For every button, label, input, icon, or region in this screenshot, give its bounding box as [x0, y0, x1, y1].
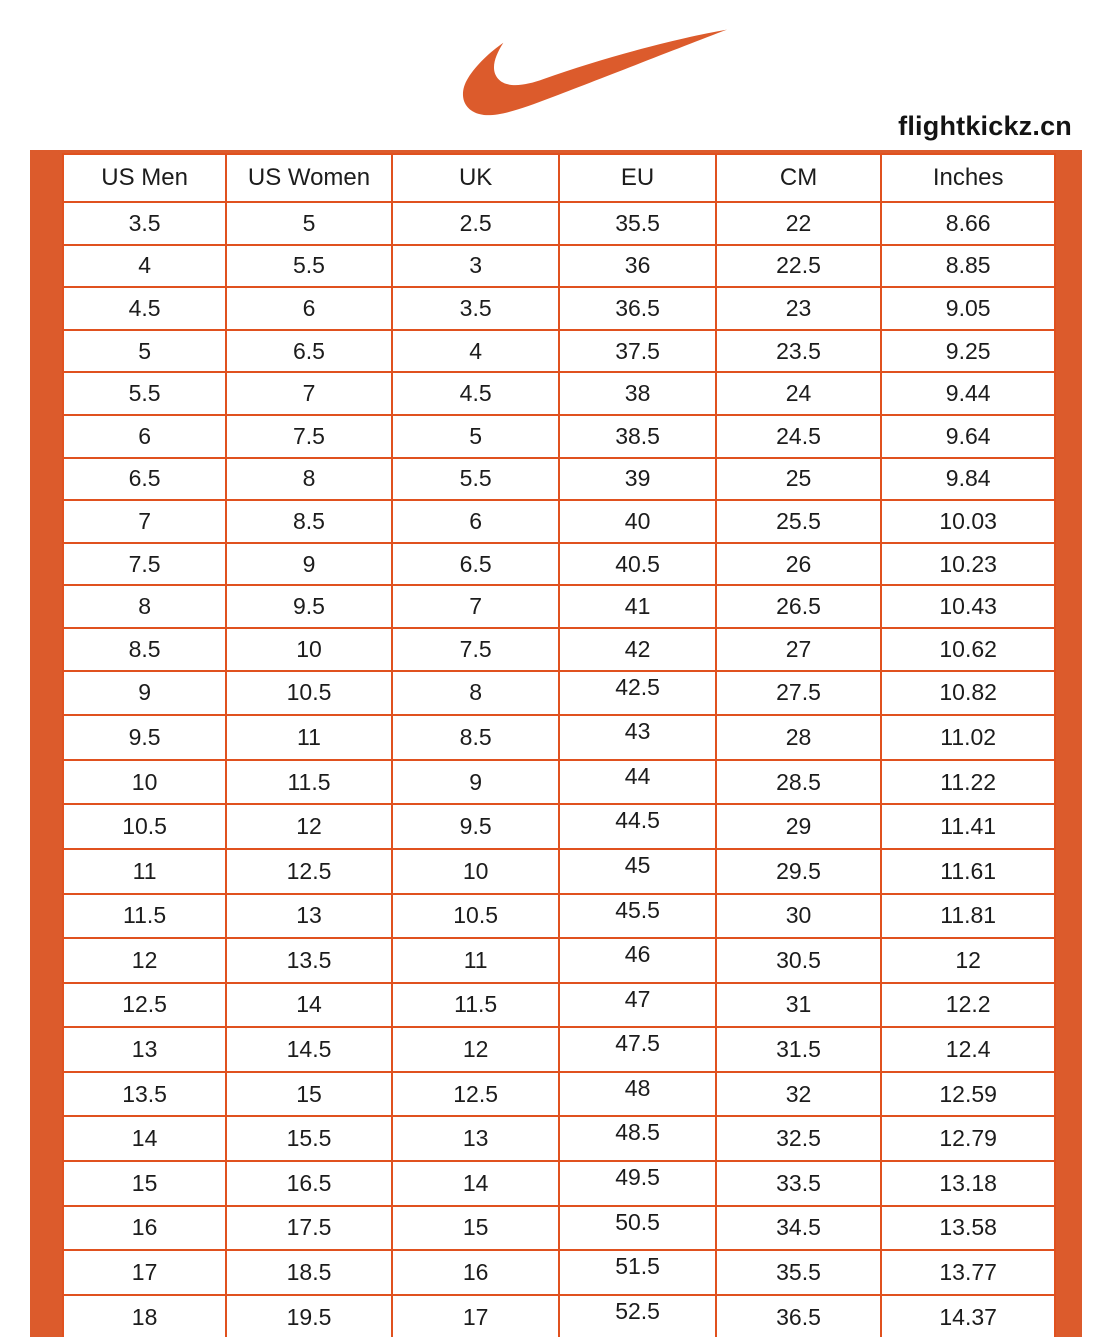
table-cell: 8.5 — [63, 628, 226, 671]
table-cell: 8.85 — [881, 245, 1055, 288]
table-cell: 9.05 — [881, 287, 1055, 330]
table-cell: 23.5 — [716, 330, 882, 373]
table-cell: 17.5 — [226, 1206, 392, 1251]
table-cell: 45 — [559, 849, 715, 894]
table-cell: 48.5 — [559, 1116, 715, 1161]
table-cell: 30.5 — [716, 938, 882, 983]
header-row — [63, 154, 1055, 202]
size-chart-frame — [30, 150, 1082, 1337]
table-cell: 11.41 — [881, 804, 1055, 849]
table-cell: 13.18 — [881, 1161, 1055, 1206]
table-cell: 15 — [226, 1072, 392, 1117]
table-cell: 11.02 — [881, 715, 1055, 760]
table-cell: 13 — [392, 1116, 560, 1161]
table-row — [63, 543, 1055, 586]
table-cell: 6.5 — [63, 458, 226, 501]
table-cell: 15.5 — [226, 1116, 392, 1161]
table-cell: 10.5 — [392, 894, 560, 939]
table-cell: 29 — [716, 804, 882, 849]
table-cell: 25.5 — [716, 500, 882, 543]
table-cell: 8.5 — [226, 500, 392, 543]
table-cell: 40.5 — [559, 543, 715, 586]
table-cell: 24 — [716, 372, 882, 415]
table-cell: 11.61 — [881, 849, 1055, 894]
table-cell: 31 — [716, 983, 882, 1028]
table-cell: 13.5 — [63, 1072, 226, 1117]
table-cell: 3.5 — [392, 287, 560, 330]
table-cell: 7.5 — [226, 415, 392, 458]
column-header: EU — [559, 154, 715, 202]
nike-swoosh-icon — [453, 27, 733, 124]
table-cell: 47.5 — [559, 1027, 715, 1072]
table-cell: 44 — [559, 760, 715, 805]
table-row — [63, 1206, 1055, 1251]
table-row — [63, 983, 1055, 1028]
table-cell: 10.5 — [226, 671, 392, 716]
table-cell: 12.59 — [881, 1072, 1055, 1117]
table-cell: 10.23 — [881, 543, 1055, 586]
table-cell: 6 — [63, 415, 226, 458]
table-cell: 5.5 — [226, 245, 392, 288]
table-cell: 10.03 — [881, 500, 1055, 543]
table-cell: 14.5 — [226, 1027, 392, 1072]
table-cell: 28 — [716, 715, 882, 760]
table-cell: 12 — [226, 804, 392, 849]
column-header: Inches — [881, 154, 1055, 202]
table-row — [63, 938, 1055, 983]
table-cell: 12.5 — [392, 1072, 560, 1117]
table-cell: 8.66 — [881, 202, 1055, 245]
table-cell: 10.5 — [63, 804, 226, 849]
table-cell: 31.5 — [716, 1027, 882, 1072]
table-cell: 35.5 — [716, 1250, 882, 1295]
table-row — [63, 671, 1055, 716]
table-cell: 27.5 — [716, 671, 882, 716]
table-cell: 9.5 — [392, 804, 560, 849]
table-cell: 3.5 — [63, 202, 226, 245]
table-cell: 11.5 — [226, 760, 392, 805]
table-cell: 12 — [392, 1027, 560, 1072]
table-cell: 8 — [226, 458, 392, 501]
table-cell: 48 — [559, 1072, 715, 1117]
table-cell: 4 — [63, 245, 226, 288]
table-cell: 11.22 — [881, 760, 1055, 805]
table-cell: 36.5 — [559, 287, 715, 330]
table-cell: 26.5 — [716, 585, 882, 628]
table-cell: 6.5 — [392, 543, 560, 586]
table-cell: 17 — [392, 1295, 560, 1337]
column-header: US Men — [63, 154, 226, 202]
table-cell: 34.5 — [716, 1206, 882, 1251]
table-cell: 43 — [559, 715, 715, 760]
table-cell: 16 — [63, 1206, 226, 1251]
table-cell: 13.58 — [881, 1206, 1055, 1251]
table-cell: 14.37 — [881, 1295, 1055, 1337]
table-cell: 11 — [63, 849, 226, 894]
table-cell: 11.81 — [881, 894, 1055, 939]
table-row — [63, 849, 1055, 894]
table-cell: 51.5 — [559, 1250, 715, 1295]
table-cell: 6.5 — [226, 330, 392, 373]
table-row — [63, 500, 1055, 543]
table-cell: 4.5 — [392, 372, 560, 415]
table-row — [63, 1250, 1055, 1295]
table-cell: 32.5 — [716, 1116, 882, 1161]
table-cell: 12.5 — [63, 983, 226, 1028]
table-cell: 9.5 — [226, 585, 392, 628]
table-cell: 46 — [559, 938, 715, 983]
table-cell: 6 — [226, 287, 392, 330]
table-cell: 13 — [226, 894, 392, 939]
table-cell: 40 — [559, 500, 715, 543]
table-cell: 10 — [226, 628, 392, 671]
table-cell: 45.5 — [559, 894, 715, 939]
table-cell: 7 — [63, 500, 226, 543]
table-row — [63, 760, 1055, 805]
table-cell: 9.5 — [63, 715, 226, 760]
table-cell: 12.79 — [881, 1116, 1055, 1161]
table-cell: 13 — [63, 1027, 226, 1072]
table-row — [63, 628, 1055, 671]
table-cell: 10.62 — [881, 628, 1055, 671]
table-cell: 50.5 — [559, 1206, 715, 1251]
column-header: US Women — [226, 154, 392, 202]
table-cell: 12.5 — [226, 849, 392, 894]
table-row — [63, 202, 1055, 245]
table-cell: 12.2 — [881, 983, 1055, 1028]
table-cell: 49.5 — [559, 1161, 715, 1206]
table-cell: 9.84 — [881, 458, 1055, 501]
size-chart-table — [62, 153, 1056, 1337]
table-cell: 16 — [392, 1250, 560, 1295]
table-cell: 7.5 — [392, 628, 560, 671]
table-cell: 10.82 — [881, 671, 1055, 716]
table-cell: 15 — [63, 1161, 226, 1206]
table-cell: 5 — [226, 202, 392, 245]
table-cell: 11 — [392, 938, 560, 983]
table-row — [63, 1027, 1055, 1072]
table-cell: 35.5 — [559, 202, 715, 245]
table-cell: 28.5 — [716, 760, 882, 805]
table-row — [63, 894, 1055, 939]
table-cell: 13.5 — [226, 938, 392, 983]
table-cell: 19.5 — [226, 1295, 392, 1337]
table-cell: 22 — [716, 202, 882, 245]
table-cell: 10 — [63, 760, 226, 805]
table-cell: 8.5 — [392, 715, 560, 760]
table-cell: 5.5 — [392, 458, 560, 501]
table-cell: 39 — [559, 458, 715, 501]
table-cell: 8 — [63, 585, 226, 628]
table-row — [63, 372, 1055, 415]
table-cell: 9.64 — [881, 415, 1055, 458]
table-cell: 22.5 — [716, 245, 882, 288]
table-cell: 52.5 — [559, 1295, 715, 1337]
table-cell: 12 — [881, 938, 1055, 983]
table-row — [63, 1072, 1055, 1117]
table-cell: 2.5 — [392, 202, 560, 245]
table-cell: 25 — [716, 458, 882, 501]
table-cell: 3 — [392, 245, 560, 288]
table-cell: 12.4 — [881, 1027, 1055, 1072]
table-cell: 10.43 — [881, 585, 1055, 628]
table-row — [63, 1161, 1055, 1206]
table-cell: 14 — [63, 1116, 226, 1161]
table-cell: 18 — [63, 1295, 226, 1337]
table-cell: 16.5 — [226, 1161, 392, 1206]
table-cell: 7.5 — [63, 543, 226, 586]
table-cell: 11 — [226, 715, 392, 760]
table-cell: 42.5 — [559, 671, 715, 716]
table-cell: 9.44 — [881, 372, 1055, 415]
table-cell: 47 — [559, 983, 715, 1028]
table-row — [63, 330, 1055, 373]
column-header: UK — [392, 154, 560, 202]
table-row — [63, 1116, 1055, 1161]
table-cell: 38 — [559, 372, 715, 415]
table-cell: 23 — [716, 287, 882, 330]
table-cell: 6 — [392, 500, 560, 543]
table-cell: 8 — [392, 671, 560, 716]
table-cell: 11.5 — [63, 894, 226, 939]
table-cell: 38.5 — [559, 415, 715, 458]
table-cell: 37.5 — [559, 330, 715, 373]
table-cell: 10 — [392, 849, 560, 894]
table-cell: 26 — [716, 543, 882, 586]
table-row — [63, 287, 1055, 330]
table-cell: 4.5 — [63, 287, 226, 330]
table-cell: 4 — [392, 330, 560, 373]
table-cell: 30 — [716, 894, 882, 939]
table-cell: 13.77 — [881, 1250, 1055, 1295]
table-cell: 7 — [392, 585, 560, 628]
table-cell: 24.5 — [716, 415, 882, 458]
table-cell: 36 — [559, 245, 715, 288]
table-row — [63, 1295, 1055, 1337]
table-row — [63, 804, 1055, 849]
table-row — [63, 585, 1055, 628]
table-cell: 44.5 — [559, 804, 715, 849]
column-header: CM — [716, 154, 882, 202]
table-cell: 9.25 — [881, 330, 1055, 373]
table-cell: 32 — [716, 1072, 882, 1117]
table-cell: 5 — [63, 330, 226, 373]
table-cell: 29.5 — [716, 849, 882, 894]
table-cell: 5 — [392, 415, 560, 458]
table-cell: 18.5 — [226, 1250, 392, 1295]
table-cell: 27 — [716, 628, 882, 671]
table-cell: 7 — [226, 372, 392, 415]
table-cell: 42 — [559, 628, 715, 671]
table-row — [63, 458, 1055, 501]
table-cell: 5.5 — [63, 372, 226, 415]
table-cell: 41 — [559, 585, 715, 628]
table-cell: 33.5 — [716, 1161, 882, 1206]
table-cell: 36.5 — [716, 1295, 882, 1337]
table-cell: 14 — [392, 1161, 560, 1206]
table-cell: 17 — [63, 1250, 226, 1295]
brand-website-text: flightkickz.cn — [898, 111, 1072, 141]
table-cell: 12 — [63, 938, 226, 983]
table-row — [63, 245, 1055, 288]
table-row — [63, 415, 1055, 458]
table-cell: 14 — [226, 983, 392, 1028]
table-cell: 11.5 — [392, 983, 560, 1028]
table-cell: 9 — [392, 760, 560, 805]
table-row — [63, 715, 1055, 760]
table-cell: 15 — [392, 1206, 560, 1251]
table-cell: 9 — [226, 543, 392, 586]
table-cell: 9 — [63, 671, 226, 716]
